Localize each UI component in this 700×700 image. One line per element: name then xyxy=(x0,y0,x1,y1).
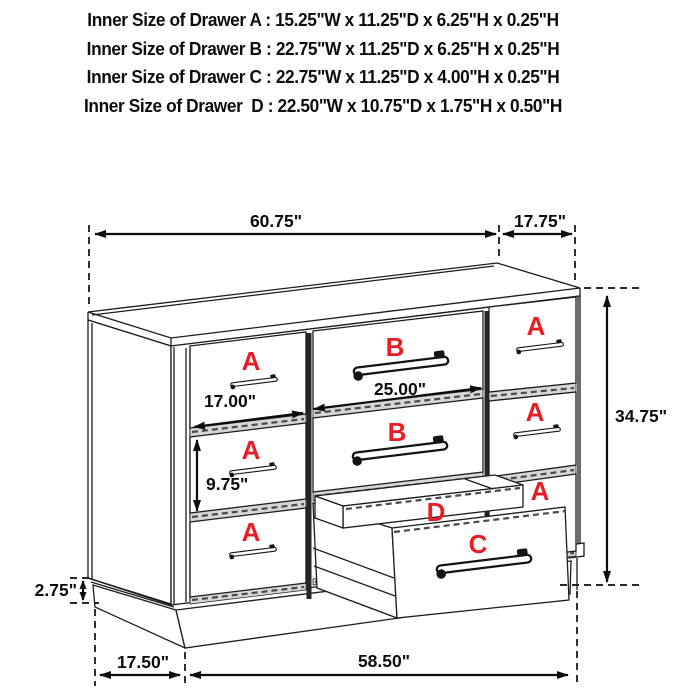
dim-base-width-label: 58.50" xyxy=(357,651,411,671)
drawer-label-left-top: A xyxy=(241,346,261,376)
dim-base-width xyxy=(190,651,568,675)
left-side-panel xyxy=(88,320,171,605)
spec-line-drawer-a: Inner Size of Drawer A : 15.25"W x 11.25"D x 6.25"H x 0.25"H xyxy=(87,10,559,30)
dim-base-depth-label: 17.50" xyxy=(116,652,170,672)
drawer-label-open-drawer: C xyxy=(468,529,488,559)
drawer-label-left-bottom: A xyxy=(241,517,261,547)
drawer-label-right-top: A xyxy=(526,311,546,341)
dim-overall-height-label: 34.75" xyxy=(615,406,668,426)
drawer-label-right-bottom: A xyxy=(530,476,550,506)
left-drawer-column xyxy=(190,332,306,604)
spec-line-drawer-c: Inner Size of Drawer C : 22.75"W x 11.25"D x 4.00"H x 0.25"H xyxy=(86,67,560,87)
drawer-label-right-middle: A xyxy=(525,397,545,427)
dim-top-depth-label: 17.75" xyxy=(513,211,567,231)
dim-left-drawer-height-label: 9.75" xyxy=(206,474,249,494)
dim-top-width-label: 60.75" xyxy=(249,211,303,231)
drawer-label-tray: D xyxy=(426,497,446,527)
drawer-label-left-middle: A xyxy=(241,435,261,465)
dim-left-drawer-width-label: 17.00" xyxy=(203,391,257,411)
drawer-label-middle-middle: B xyxy=(387,417,407,447)
dim-base-height-label: 2.75" xyxy=(34,580,77,600)
dim-base-height xyxy=(35,578,99,603)
spec-line-drawer-b: Inner Size of Drawer B : 22.75"W x 11.25"D x 6.25"H x 0.25"H xyxy=(86,38,560,59)
drawer-label-middle-top: B xyxy=(385,332,405,362)
spec-line-drawer-d: Inner Size of Drawer D : 22.50"W x 10.75"D x 1.75"H x 0.50"H xyxy=(83,95,563,116)
dim-middle-drawer-width-label: 25.00" xyxy=(373,379,427,399)
